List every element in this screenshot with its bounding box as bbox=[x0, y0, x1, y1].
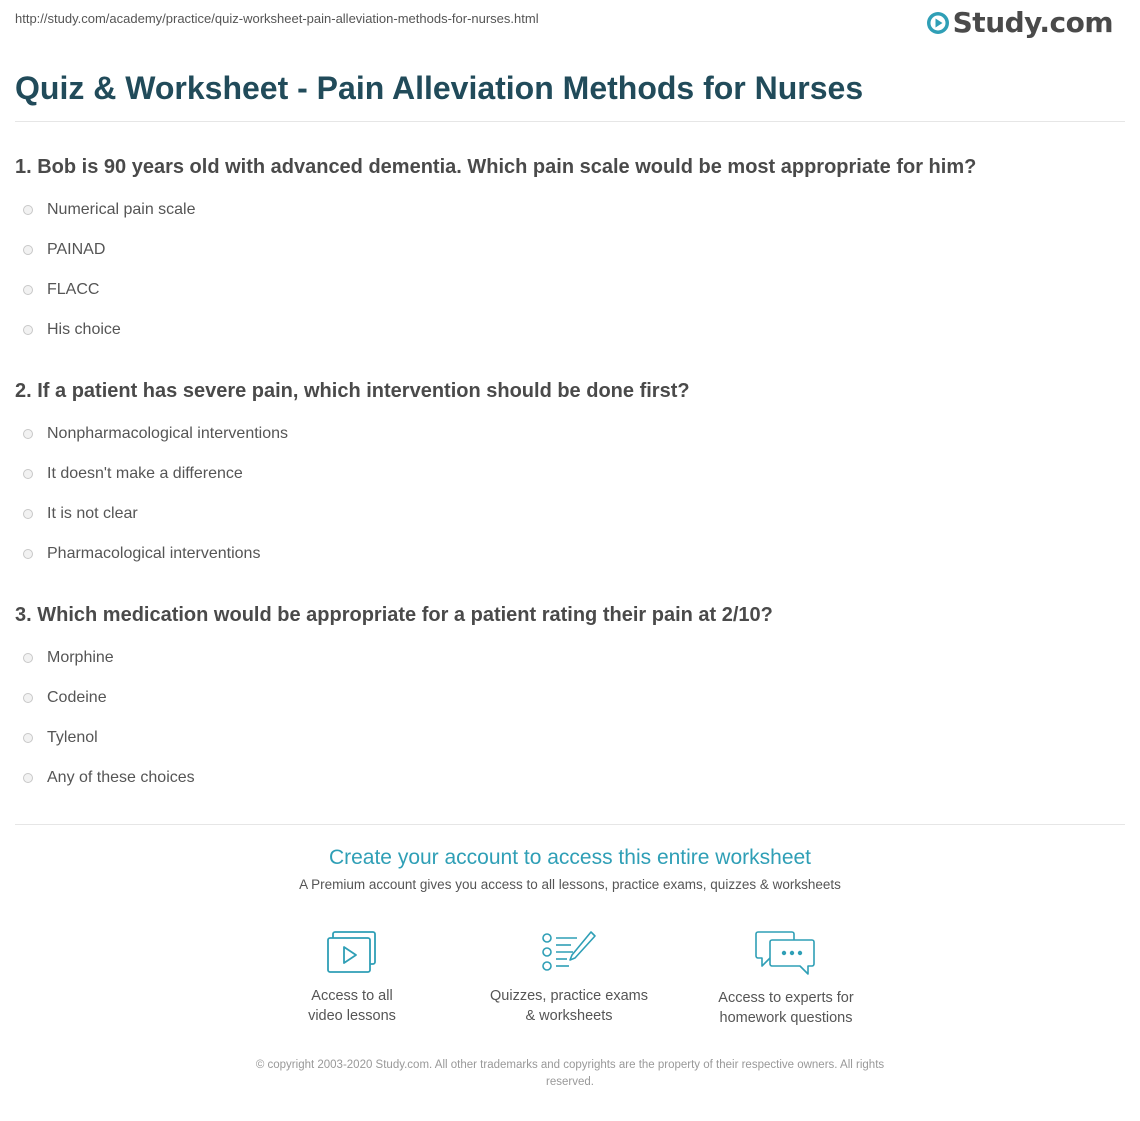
video-lessons-icon bbox=[326, 930, 378, 974]
choice-label: Nonpharmacological interventions bbox=[47, 425, 289, 442]
feature-line: video lessons bbox=[308, 1008, 396, 1024]
feature-line: & worksheets bbox=[525, 1008, 613, 1024]
choice-label: Tylenol bbox=[47, 729, 98, 746]
choice-option[interactable] bbox=[15, 190, 1115, 230]
choice-option[interactable] bbox=[15, 310, 1115, 350]
logo-wordmark: Study.com bbox=[952, 6, 1113, 39]
feature-line: Access to all bbox=[311, 988, 393, 1004]
choice-label: FLACC bbox=[47, 281, 100, 298]
choice-option[interactable] bbox=[15, 678, 1115, 718]
radio-button[interactable] bbox=[23, 429, 33, 439]
choice-label: It is not clear bbox=[47, 505, 138, 522]
choice-option[interactable] bbox=[15, 494, 1115, 534]
quiz-checklist-icon bbox=[541, 930, 597, 974]
choice-option[interactable] bbox=[15, 534, 1115, 574]
radio-button[interactable] bbox=[23, 733, 33, 743]
choice-label: Pharmacological interventions bbox=[47, 545, 261, 562]
radio-button[interactable] bbox=[23, 773, 33, 783]
title-divider bbox=[15, 121, 1125, 122]
play-logo-icon bbox=[926, 11, 950, 35]
feature-line: Access to experts for bbox=[718, 990, 854, 1006]
feature-line: homework questions bbox=[719, 1010, 853, 1026]
feature-video-lessons bbox=[252, 930, 452, 1026]
choice-option[interactable] bbox=[15, 758, 1115, 798]
feature-quizzes bbox=[469, 930, 669, 1026]
radio-button[interactable] bbox=[23, 325, 33, 335]
radio-button[interactable] bbox=[23, 653, 33, 663]
choice-list bbox=[15, 414, 1115, 574]
page-title: Quiz & Worksheet - Pain Alleviation Methods for Nurses bbox=[15, 70, 864, 106]
question-text: 1. Bob is 90 years old with advanced dementia. Which pain scale would be most appropriate for him? bbox=[15, 156, 977, 178]
radio-button[interactable] bbox=[23, 509, 33, 519]
chat-experts-icon bbox=[754, 930, 818, 976]
choice-label: His choice bbox=[47, 321, 121, 338]
choice-list bbox=[15, 638, 1115, 798]
choice-label: Any of these choices bbox=[47, 769, 195, 786]
study-logo[interactable] bbox=[926, 6, 1113, 39]
choice-label: Numerical pain scale bbox=[47, 201, 196, 218]
choice-option[interactable] bbox=[15, 230, 1115, 270]
feature-line: Quizzes, practice exams bbox=[490, 988, 648, 1004]
radio-button[interactable] bbox=[23, 693, 33, 703]
choice-label: It doesn't make a difference bbox=[47, 465, 243, 482]
copyright-line: reserved. bbox=[546, 1076, 594, 1088]
choice-list bbox=[15, 190, 1115, 350]
choice-label: PAINAD bbox=[47, 241, 106, 258]
copyright-notice bbox=[215, 1057, 925, 1091]
choice-option[interactable] bbox=[15, 270, 1115, 310]
choice-option[interactable] bbox=[15, 718, 1115, 758]
create-account-link[interactable]: Create your account to access this entire worksheet bbox=[328, 846, 812, 869]
radio-button[interactable] bbox=[23, 549, 33, 559]
premium-description: A Premium account gives you access to all lessons, practice exams, quizzes & worksheets bbox=[299, 877, 841, 892]
choice-label: Morphine bbox=[47, 649, 114, 666]
page-url: http://study.com/academy/practice/quiz-worksheet-pain-alleviation-methods-for-nurses.html bbox=[15, 11, 539, 26]
choice-option[interactable] bbox=[15, 638, 1115, 678]
question-3 bbox=[15, 604, 1115, 798]
radio-button[interactable] bbox=[23, 469, 33, 479]
copyright-line: © copyright 2003-2020 Study.com. All other trademarks and copyrights are the property of their respective owners. All rights bbox=[255, 1059, 885, 1071]
question-text: 2. If a patient has severe pain, which intervention should be done first? bbox=[15, 380, 690, 402]
choice-option[interactable] bbox=[15, 454, 1115, 494]
feature-experts bbox=[686, 930, 886, 1028]
question-2 bbox=[15, 380, 1115, 574]
radio-button[interactable] bbox=[23, 285, 33, 295]
section-divider bbox=[15, 824, 1125, 825]
choice-label: Codeine bbox=[47, 689, 107, 706]
question-text: 3. Which medication would be appropriate for a patient rating their pain at 2/10? bbox=[15, 604, 773, 626]
radio-button[interactable] bbox=[23, 245, 33, 255]
radio-button[interactable] bbox=[23, 205, 33, 215]
question-1 bbox=[15, 156, 1115, 350]
choice-option[interactable] bbox=[15, 414, 1115, 454]
